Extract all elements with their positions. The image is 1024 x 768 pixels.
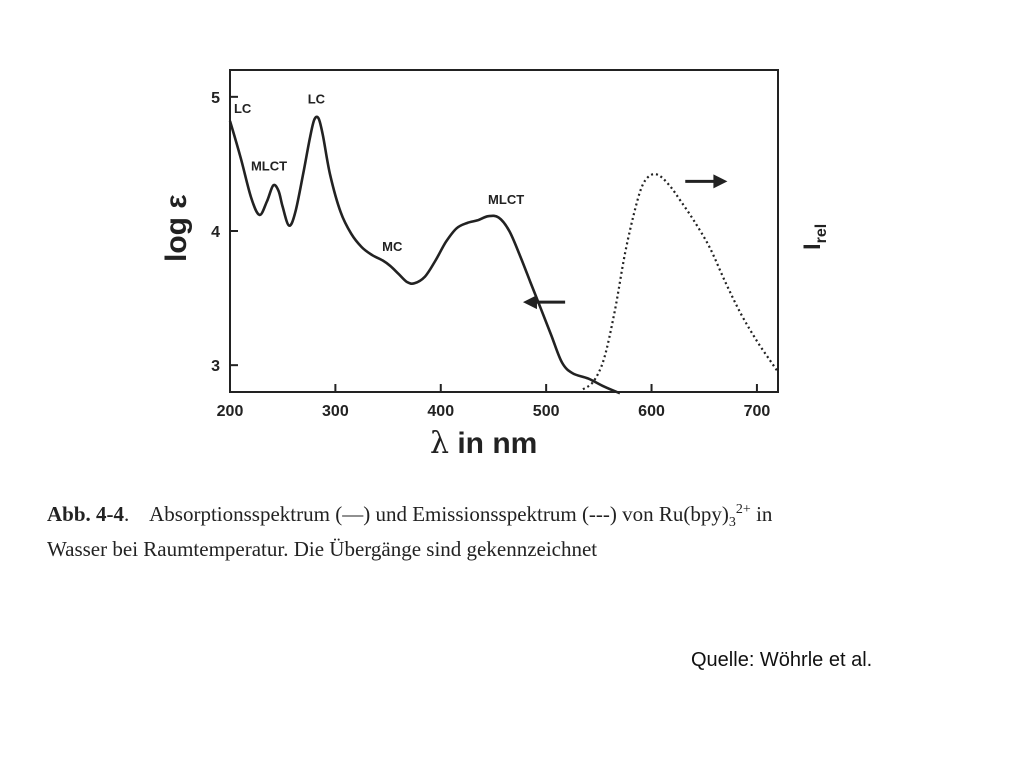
x-axis-title (430, 426, 537, 461)
x-axis-unit: in nm (449, 427, 538, 460)
caption-subscript: 3 (728, 515, 736, 531)
y-tick-label: 3 (211, 358, 220, 376)
x-tick-label: 200 (216, 403, 244, 420)
x-tick-label: 500 (532, 403, 560, 420)
direction-arrows (523, 174, 727, 309)
plot-frame (230, 70, 778, 392)
right-arrow-icon (713, 174, 727, 188)
caption-label-punct: . (124, 502, 130, 526)
annotation-label: MC (382, 239, 403, 255)
caption-line-2: Wasser bei Raumtemperatur. Die Übergänge sind gekennzeichnet (47, 537, 598, 562)
absorption-curve (230, 117, 620, 394)
caption-superscript: 2+ (735, 502, 751, 517)
annotation-label: MLCT (488, 192, 525, 208)
x-tick-label: 300 (322, 403, 349, 420)
annotation-label: LC (233, 100, 252, 116)
right-axis-sub: rel (813, 223, 830, 244)
y-tick-label: 5 (211, 89, 220, 107)
left-arrow-icon (523, 295, 537, 309)
emission-curve (583, 174, 778, 389)
x-tick-label: 600 (638, 403, 665, 420)
x-axis-ticks (217, 384, 771, 420)
caption-label: Abb. 4-4 (47, 502, 125, 526)
x-tick-label: 400 (427, 403, 455, 420)
transition-annotations (234, 92, 524, 255)
caption-line-1 (47, 496, 947, 536)
figure-caption (47, 496, 947, 563)
x-axis-lambda: λ (430, 426, 450, 461)
y-axis-title: log ε (160, 194, 193, 262)
right-axis-main: I (799, 243, 826, 250)
y-tick-label: 4 (211, 224, 220, 241)
x-tick-label: 700 (743, 403, 771, 420)
caption-text-1-end: in (750, 502, 773, 526)
caption-text-1: Absorptionsspektrum (—) und Emissionsspektrum (---) von Ru(bpy) (149, 502, 729, 526)
annotation-label: LC (307, 91, 326, 107)
annotation-label: MLCT (250, 158, 288, 174)
source-credit: Quelle: Wöhrle et al. (691, 649, 873, 671)
right-axis-title (799, 224, 830, 250)
